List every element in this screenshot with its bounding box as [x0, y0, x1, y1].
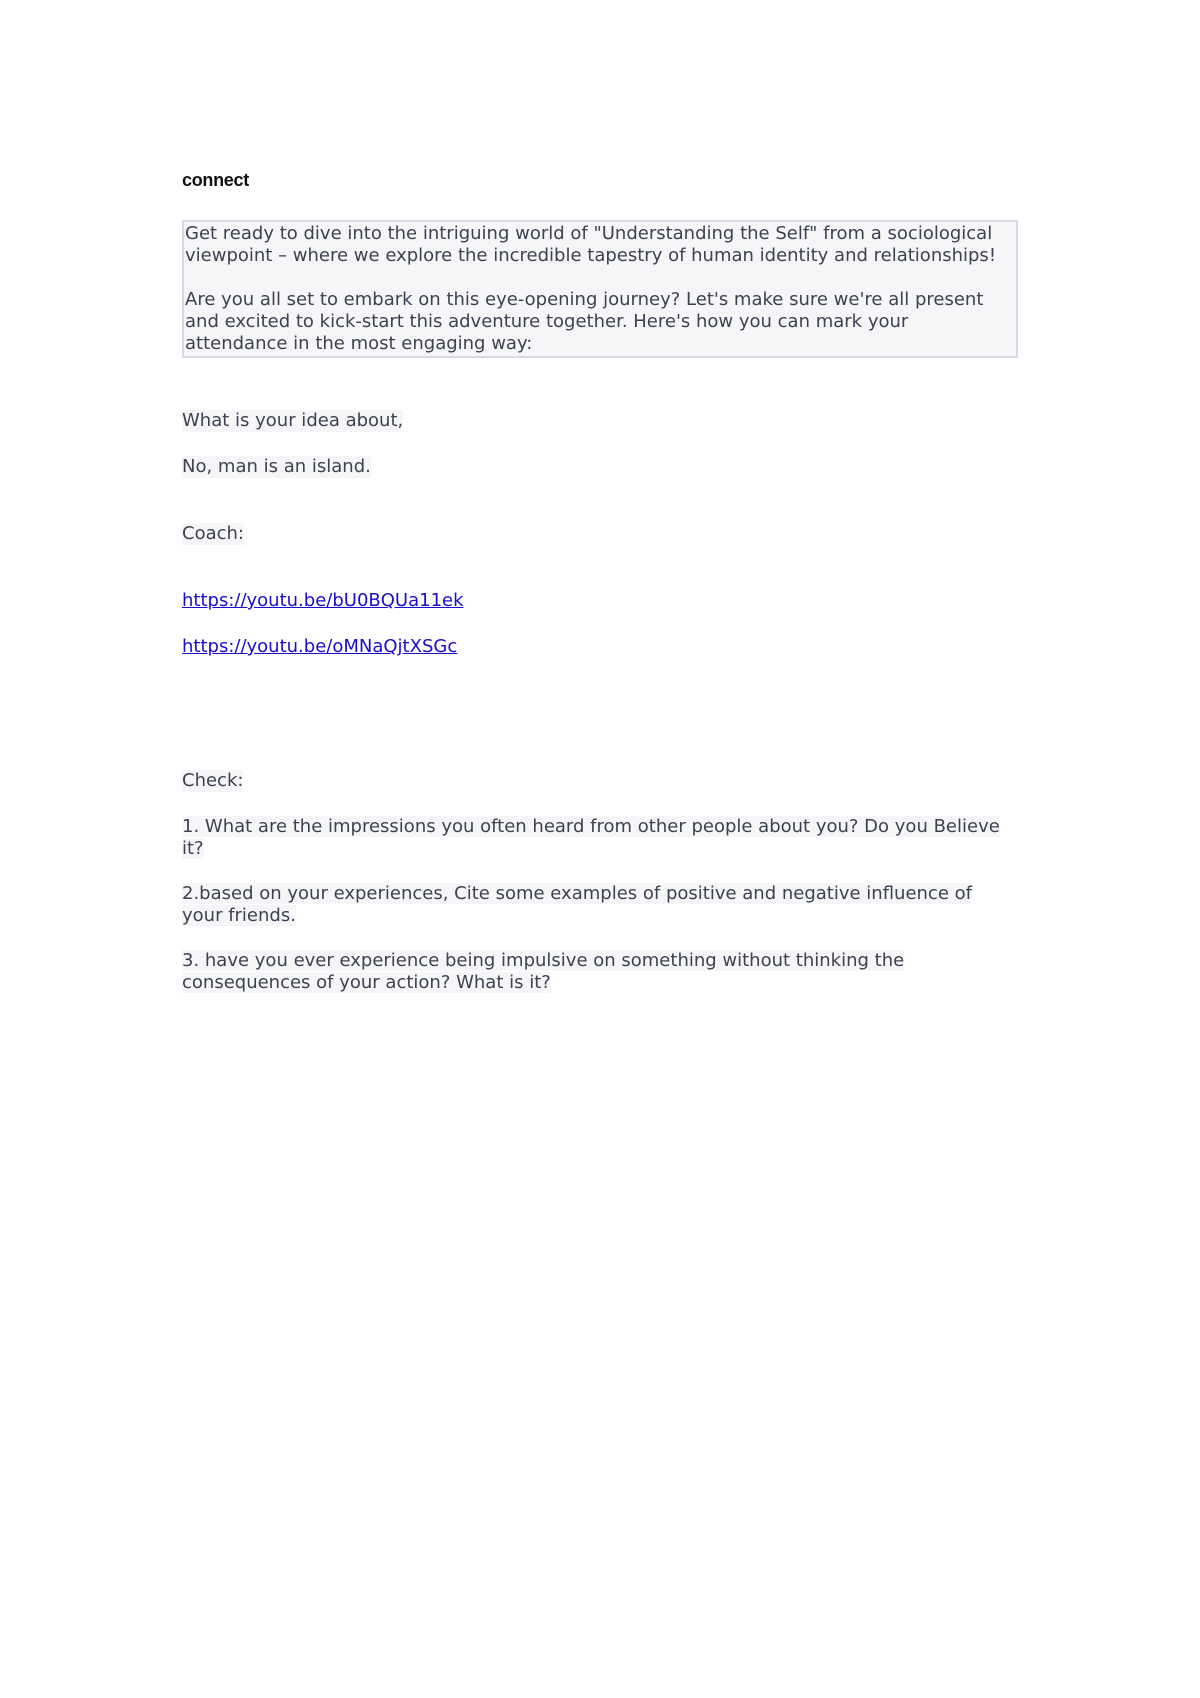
answer-text: No, man is an island. — [182, 456, 371, 477]
question-2 — [182, 883, 1018, 927]
intro-paragraph-1: Get ready to dive into the intriguing world of "Understanding the Self" from a sociological viewpoint – where we explore the incredible tapestry of human identity and relationships! — [185, 223, 997, 266]
question-3-text: 3. have you ever experience being impulsive on something without thinking the consequences of your action? What is it? — [182, 950, 905, 993]
intro-paragraph-2: Are you all set to embark on this eye-opening journey? Let's make sure we're all present and excited to kick-start this adventure together. Here's how you can mark your attendance in the most engaging way: — [185, 289, 984, 354]
video-link-item — [182, 590, 464, 612]
document-heading: connect — [182, 170, 249, 190]
check-label: Check: — [182, 770, 244, 791]
video-link-1[interactable]: https://youtu.be/bU0BQUa11ek — [182, 590, 464, 611]
video-link-item — [182, 636, 457, 658]
question-2-text: 2.based on your experiences, Cite some examples of positive and negative influence of your friends. — [182, 883, 972, 926]
question-1 — [182, 816, 1018, 860]
prompt-text: What is your idea about, — [182, 410, 404, 431]
question-3 — [182, 950, 1018, 994]
intro-text-box — [182, 220, 1018, 358]
question-1-text: 1. What are the impressions you often heard from other people about you? Do you Believe it? — [182, 816, 1000, 859]
video-link-2[interactable]: https://youtu.be/oMNaQjtXSGc — [182, 636, 458, 657]
coach-label: Coach: — [182, 523, 244, 544]
